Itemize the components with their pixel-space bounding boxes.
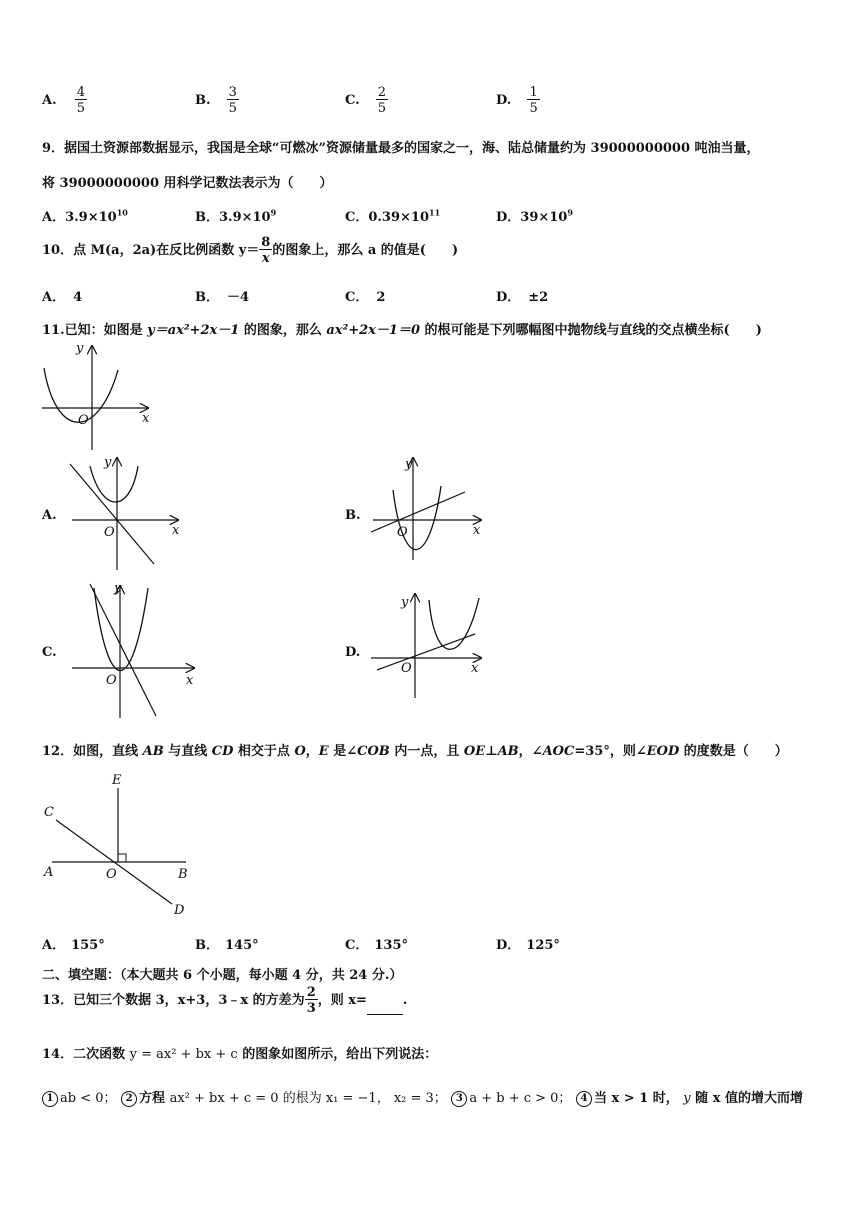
option-letter: A． <box>42 938 66 953</box>
statement-1: ab < 0； <box>60 1091 117 1106</box>
option-letter: C． <box>345 210 369 225</box>
q8-option-b[interactable] <box>195 86 239 115</box>
q12-stem-text: 与直线 <box>163 744 212 759</box>
q11-option-d-label[interactable]: D. <box>345 645 361 660</box>
q10-option-a[interactable] <box>42 286 82 305</box>
q11-option-c-label[interactable]: C. <box>42 645 57 660</box>
y-label: y <box>76 341 84 356</box>
parabola <box>94 588 148 671</box>
option-text: 125° <box>526 938 560 953</box>
label-e: E <box>112 773 122 788</box>
q14-statements <box>42 1087 803 1107</box>
origin-label: O <box>401 661 412 676</box>
statement-4-var: y <box>683 1091 691 1106</box>
option-text: 135° <box>374 938 408 953</box>
q10-option-d[interactable] <box>496 286 548 305</box>
q12-stem-text: 12．如图，直线 <box>42 744 143 759</box>
numerator: 2 <box>306 985 316 1000</box>
q12-stem-text: 的度数是（ ） <box>679 744 788 759</box>
q12-term: COB <box>357 744 390 759</box>
q12-stem-text: ， <box>305 744 319 759</box>
option-text: －4 <box>227 290 250 305</box>
option-exponent: 9 <box>567 207 573 218</box>
origin-label: O <box>78 413 89 428</box>
answer-blank[interactable] <box>367 1002 403 1015</box>
fraction <box>305 986 318 1015</box>
q12-stem-text: 是∠ <box>328 744 358 759</box>
q12-term: CD <box>211 744 234 759</box>
q12-term: OE⊥AB <box>463 744 519 759</box>
q13-stem <box>42 986 407 1015</box>
x-label: x <box>186 673 194 688</box>
q14-equation: y = ax² + bx + c <box>129 1047 238 1062</box>
q12-option-a[interactable] <box>42 934 105 953</box>
denominator: 5 <box>228 101 237 116</box>
q11-stem-pre: 11.已知：如图是 <box>42 323 148 338</box>
option-letter: B． <box>195 938 219 953</box>
option-text: 145° <box>225 938 259 953</box>
statement-4-text-end: 随 x 值的增大而增 <box>690 1091 803 1106</box>
option-letter: A. <box>42 93 57 108</box>
q11-stem <box>42 319 762 338</box>
option-letter: B． <box>195 210 219 225</box>
line <box>371 492 465 532</box>
option-letter: B. <box>195 93 211 108</box>
option-text: ±2 <box>528 290 549 305</box>
x-label: x <box>471 661 479 676</box>
option-letter: D． <box>496 290 521 305</box>
option-text: 155° <box>71 938 105 953</box>
q10-stem-post: 的图象上，那么 a 的值是( ) <box>272 243 459 258</box>
option-letter: B． <box>195 290 219 305</box>
fraction <box>75 86 87 115</box>
q14-stem-pre: 14．二次函数 <box>42 1047 130 1062</box>
fraction <box>527 86 539 115</box>
fraction <box>259 236 272 265</box>
q12-stem-text: =35°，则∠ <box>574 744 647 759</box>
q12-term: E <box>318 744 329 759</box>
q14-stem-post: 的图象如图所示，给出下列说法： <box>237 1047 438 1062</box>
q11-option-a-label[interactable]: A. <box>42 508 57 523</box>
numerator: 2 <box>377 85 387 100</box>
y-label: y <box>104 455 112 470</box>
q8-option-a[interactable] <box>42 86 87 115</box>
q9-option-b[interactable] <box>195 206 276 225</box>
x-label: x <box>142 411 150 426</box>
option-base: 0.39×10 <box>368 210 430 225</box>
option-base: 39×10 <box>520 210 568 225</box>
option-base: 3.9×10 <box>219 210 271 225</box>
q11-main-graph <box>38 340 158 455</box>
q11-stem-mid: 的图象，那么 <box>239 323 327 338</box>
option-exponent: 9 <box>270 207 277 218</box>
q12-stem-text: ，∠ <box>518 744 543 759</box>
origin-label: O <box>104 525 115 540</box>
q13-stem-end: . <box>402 993 408 1008</box>
option-exponent: 11 <box>429 207 441 218</box>
q12-option-c[interactable] <box>345 934 408 953</box>
q11-equation-root: ax²+2x－1＝0 <box>326 323 421 338</box>
denominator: 5 <box>529 101 538 116</box>
origin-label: O <box>106 673 117 688</box>
denominator: 5 <box>377 101 387 116</box>
q8-option-d[interactable] <box>496 86 540 115</box>
q11-option-a-graph[interactable] <box>62 452 192 572</box>
option-text: 4 <box>73 290 83 305</box>
q9-option-a[interactable] <box>42 206 128 225</box>
statement-2-roots: 的根为 x₁ = −1， x₂ = 3； <box>278 1091 447 1106</box>
q10-option-c[interactable] <box>345 286 385 305</box>
q9-stem-line1: 9．据国土资源部数据显示，我国是全球“可燃冰”资源储量最多的国家之一，海、陆总储量约为 39000000000 吨油当量， <box>42 141 760 156</box>
q11-option-b-graph[interactable] <box>365 452 495 562</box>
y-label: y <box>405 457 413 472</box>
line <box>70 464 154 564</box>
q12-figure <box>38 768 198 918</box>
circled-number: 1 <box>42 1091 58 1107</box>
q10-stem <box>42 236 458 265</box>
q12-stem-text: 内一点，且 <box>389 744 464 759</box>
q9-option-c[interactable] <box>345 206 440 225</box>
option-letter: A． <box>42 210 66 225</box>
q12-term: AOC <box>542 744 575 759</box>
q11-stem-post: 的根可能是下列哪幅图中抛物线与直线的交点横坐标( ) <box>420 323 762 338</box>
x-label: x <box>172 523 180 538</box>
option-letter: D． <box>496 938 521 953</box>
statement-3: a + b + c > 0； <box>469 1091 572 1106</box>
q12-option-b[interactable] <box>195 934 259 953</box>
label-c: C <box>44 805 54 820</box>
statement-4-text: 当 x > 1 时， <box>593 1091 684 1106</box>
section-heading: 二、填空题：（本大题共 6 个小题，每小题 4 分，共 24 分.） <box>42 968 403 983</box>
q12-stem <box>42 740 788 759</box>
circled-number: 3 <box>451 1091 467 1107</box>
q12-term: AB <box>142 744 164 759</box>
denominator: 5 <box>76 101 86 116</box>
q12-term: EOD <box>646 744 680 759</box>
statement-2-equation: ax² + bx + c = 0 <box>169 1091 279 1106</box>
numerator: 4 <box>76 85 86 100</box>
fraction <box>227 86 239 115</box>
y-label: y <box>114 581 122 596</box>
q12-option-d[interactable] <box>496 934 560 953</box>
option-base: 3.9×10 <box>65 210 117 225</box>
q13-stem-pre: 13．已知三个数据 3，x+3，3﹣x 的方差为 <box>42 993 305 1008</box>
q14-stem <box>42 1043 437 1062</box>
numerator: 3 <box>228 85 237 100</box>
q11-equation-function: y＝ax²+2x－1 <box>147 323 240 338</box>
option-letter: C． <box>345 938 369 953</box>
label-a: A <box>44 865 54 880</box>
q10-stem-pre: 10．点 M(a，2a)在反比例函数 y＝ <box>42 243 260 258</box>
q9-option-d[interactable] <box>496 206 573 225</box>
option-text: 2 <box>376 290 386 305</box>
q11-option-d-graph[interactable] <box>365 588 495 700</box>
line <box>377 634 475 670</box>
fraction <box>376 86 388 115</box>
q11-option-b-label[interactable]: B. <box>345 508 361 523</box>
option-letter: A． <box>42 290 66 305</box>
option-letter: C． <box>345 290 369 305</box>
q9-stem-line2: 将 39000000000 用科学记数法表示为（ ） <box>42 176 333 191</box>
denominator: x <box>259 249 272 265</box>
q8-option-c[interactable] <box>345 86 388 115</box>
numerator: 1 <box>529 85 538 100</box>
q11-option-c-graph[interactable] <box>62 580 202 722</box>
q13-stem-post: ，则 x= <box>317 993 367 1008</box>
denominator: 3 <box>306 1001 316 1016</box>
option-letter: C. <box>345 93 360 108</box>
right-angle-mark <box>118 854 126 862</box>
option-letter: D． <box>496 210 521 225</box>
label-b: B <box>178 867 188 882</box>
x-label: x <box>473 523 481 538</box>
circled-number: 2 <box>121 1091 137 1107</box>
option-exponent: 10 <box>116 207 128 218</box>
q10-option-b[interactable] <box>195 286 249 305</box>
label-d: D <box>174 903 185 918</box>
label-o: O <box>106 867 117 882</box>
numerator: 8 <box>261 235 271 250</box>
circled-number: 4 <box>576 1091 592 1107</box>
option-letter: D. <box>496 93 512 108</box>
y-label: y <box>401 595 409 610</box>
q12-stem-text: 相交于点 <box>233 744 295 759</box>
q12-term: O <box>294 744 306 759</box>
statement-2-text: 方程 <box>139 1091 170 1106</box>
origin-label: O <box>397 525 408 540</box>
